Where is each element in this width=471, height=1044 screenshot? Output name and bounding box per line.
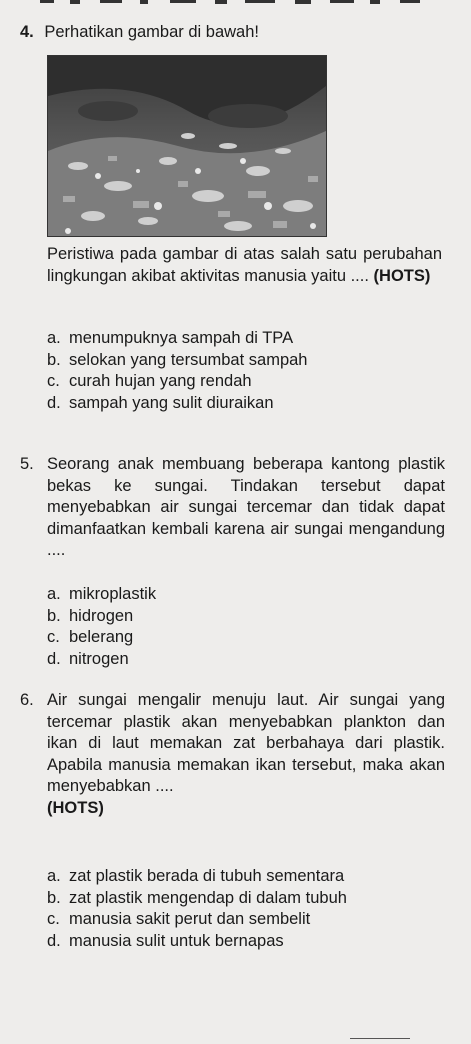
option-label: c. [47,372,60,390]
option-label: c. [47,910,60,928]
question-5-option-d[interactable] [47,649,442,671]
question-6-prompt: Air sungai mengalir menuju laut. Air sungai yang tercemar plastik akan menyebabkan plankton dan ikan di laut memakan zat berbahaya dari plastik. Apabila manusia memakan ikan tersebut, maka akan menyebabkan .... [47,691,445,795]
question-6-hots-tag: (HOTS) [47,798,104,817]
option-text: nitrogen [69,649,129,668]
question-5-number: 5. [20,455,34,473]
option-label: b. [47,888,61,907]
question-6-text [47,690,445,819]
question-6-options [47,866,442,952]
question-5-option-c[interactable] [47,627,442,649]
option-text: manusia sulit untuk bernapas [69,931,284,950]
option-text: hidrogen [69,606,134,625]
question-4-heading [20,23,259,42]
question-4-option-a[interactable] [47,328,442,350]
question-4-hots-tag: (HOTS) [373,266,431,285]
question-5-option-b[interactable] [47,606,442,628]
question-4-title: Perhatikan gambar di bawah! [44,23,259,41]
option-text: mikroplastik [69,585,157,603]
option-label: d. [47,649,61,668]
option-text: belerang [69,628,134,646]
option-text: zat plastik mengendap di dalam tubuh [69,888,347,907]
question-6-option-d[interactable] [47,931,442,953]
question-4-options [47,328,442,414]
question-4-option-d[interactable] [47,393,442,415]
question-4-option-b[interactable] [47,350,442,372]
top-cropped-text-marks [40,0,430,6]
option-label: d. [47,931,61,950]
question-4-text [47,244,442,287]
question-5-options [47,584,442,670]
option-label: a. [47,867,61,885]
option-text: curah hujan yang rendah [69,372,252,390]
footer-rule [350,1038,410,1039]
polluted-river-photo [47,55,327,237]
option-text: sampah yang sulit diuraikan [69,393,274,412]
option-text: selokan yang tersumbat sampah [69,350,308,369]
option-text: menumpuknya sampah di TPA [69,329,294,347]
question-5-text: Seorang anak membuang beberapa kantong plastik bekas ke sungai. Tindakan tersebut dapat menyebabkan air sungai tercemar dan tidak dapat dimanfaatkan kembali karena air sungai mengandung .... [47,455,445,559]
trash-photo-image [48,56,326,236]
option-label: b. [47,350,61,369]
question-6-number: 6. [20,691,34,709]
question-4-option-c[interactable] [47,371,442,393]
option-text: zat plastik berada di tubuh sementara [69,867,345,885]
question-6-option-a[interactable] [47,866,442,888]
option-label: d. [47,393,61,412]
question-5-option-a[interactable] [47,584,442,606]
option-label: a. [47,585,61,603]
question-6-option-c[interactable] [47,909,442,931]
option-label: c. [47,628,60,646]
option-label: a. [47,329,61,347]
option-label: b. [47,606,61,625]
question-4-prompt: Peristiwa pada gambar di atas salah satu perubahan lingkungan akibat aktivitas manusia yaitu .... [47,245,442,285]
question-6-option-b[interactable] [47,888,442,910]
option-text: manusia sakit perut dan sembelit [69,910,311,928]
question-4-number: 4. [20,23,34,41]
